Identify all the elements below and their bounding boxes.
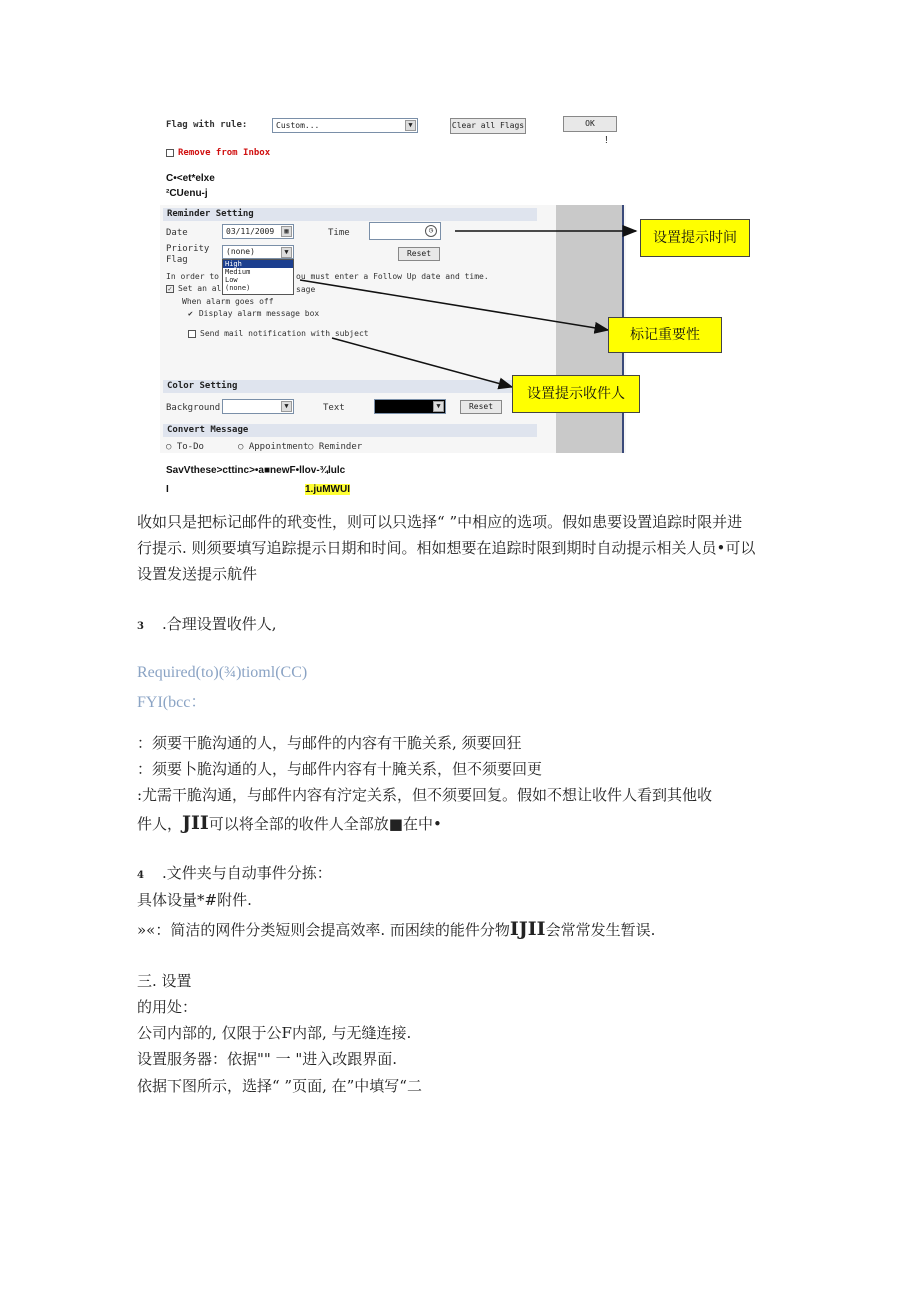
fyi-line: FYI(bcc： [137, 694, 207, 711]
date-value: 03/11/2009 [226, 227, 275, 236]
priority-label: Priority [166, 244, 210, 254]
section-4-line-2-a: »«：简洁的网件分类短则会提高效率. 而困续的能件分物 [137, 921, 510, 939]
reminder-setting-header: Reminder Setting [163, 208, 537, 221]
section-4-line-2-b: IJII [509, 918, 546, 940]
paragraph-line-3: 设置发送提示航件 [137, 565, 258, 583]
section-3-number: 3 [137, 621, 144, 632]
in-order-text-b: ou must enter a Follow Up date and time. [296, 272, 489, 281]
section-three-line-3: 设置服务器：依据"" 一 "进入改跟界面. [137, 1050, 398, 1068]
required-line: Required(to)(¾)tioml(CC) [137, 664, 308, 681]
paragraph-line-1: 收如只是把标记邮件的玳变性，则可以只选择“ ”中相应的选项。假如患要设置追踪时限并进 [137, 513, 743, 531]
ok-mark: ! [605, 135, 608, 146]
recipient-line-4 [137, 812, 442, 834]
recipient-line-1: ：须要干脆沟通的人，与邮件的内容有干脆关系, 须要回狂 [137, 734, 522, 752]
chevron-down-icon: ▼ [433, 401, 444, 412]
ocr-line-a: C•<et*elxe [166, 173, 215, 184]
recipient-line-2: ：须要卜脆沟通的人，与邮件内容有十腌关系，但不须要回更 [137, 760, 543, 778]
date-label: Date [166, 228, 188, 238]
callout-arrows [0, 0, 920, 520]
when-alarm-label: When alarm goes off [182, 297, 274, 306]
color-setting-header: Color Setting [163, 380, 537, 393]
priority-option-low[interactable]: Low [225, 276, 238, 284]
callout-set-time: 设置提示时间 [640, 219, 750, 257]
section-3-title: .合理设置收件人, [161, 615, 277, 633]
section-3-heading [137, 613, 277, 634]
display-alarm-label: Display alarm message box [198, 309, 320, 318]
reset-color-button[interactable]: Reset [460, 400, 502, 414]
flag-label: Flag [166, 255, 188, 265]
section-4-heading [137, 862, 332, 883]
clock-icon: ◷ [425, 225, 437, 237]
recipient-line-4-b: JII [182, 812, 209, 834]
time-label: Time [328, 228, 350, 238]
appointment-radio[interactable]: ○ Appointment [238, 442, 309, 452]
save-settings-line: SavVthese>cttinc>•a■newF•llov-¾lulc [166, 465, 346, 476]
text-color-label: Text [323, 403, 345, 413]
clear-all-flags-button[interactable]: Clear all Flags [450, 118, 526, 134]
section-three-heading: 三. 设置 [137, 972, 192, 990]
section-three-line-2: 公司内部的, 仅限于公F内部, 与无缝连接. [137, 1024, 412, 1042]
reset-reminder-button[interactable]: Reset [398, 247, 440, 261]
reminder-radio[interactable]: ○ Reminder [308, 442, 363, 452]
flag-rule-value: Custom... [276, 121, 320, 130]
section-4-title: .文件夹与自动事件分拣： [161, 864, 332, 882]
chevron-down-icon: ▼ [281, 247, 292, 258]
ok-button[interactable]: OK [563, 116, 617, 132]
todo-label: To-Do [176, 442, 204, 452]
priority-option-high[interactable]: High [223, 260, 293, 268]
section-4-line-2 [137, 918, 655, 940]
section-4-number: 4 [137, 870, 144, 881]
background-label: Background [166, 403, 221, 413]
remove-from-inbox-label: Remove from Inbox [178, 148, 271, 158]
section-three-line-4: 依据下图所示，选择“ ”页面, 在”中填写“二 [137, 1077, 422, 1095]
send-mail-label: Send mail notification with subject [200, 329, 369, 338]
reminder-label: Reminder [318, 442, 363, 452]
flag-with-rule-label: Flag with rule: [166, 120, 248, 130]
convert-message-header: Convert Message [163, 424, 537, 437]
paragraph-line-2: 行提示. 则须要填写追踪提示日期和时间。相如想要在追踪时限到期时自动提示相关人员•可以 [137, 539, 756, 557]
chevron-down-icon: ▼ [405, 120, 416, 131]
ocr-line-b: ²CUenu-j [166, 188, 208, 199]
set-alarm-label: Set an al [178, 284, 222, 293]
check-icon: ✔ [188, 309, 193, 318]
section-4-line-1: 具体设量*#附件. [137, 891, 252, 909]
todo-radio[interactable]: ○ To-Do [166, 442, 204, 452]
bottom-left-mark: I [166, 484, 169, 495]
in-order-text-a: In order to [166, 272, 219, 281]
priority-option-medium[interactable]: Medium [225, 268, 251, 276]
recipient-line-4-a: 件人， [137, 815, 183, 833]
arrow-to-recipient [332, 338, 512, 387]
set-alarm-checkbox[interactable]: ✓ Set an al [167, 284, 222, 293]
priority-value: (none) [226, 247, 255, 256]
section-4-line-2-c: 会常常发生暂误. [545, 921, 656, 939]
highlighted-mark: 1.juMWUI [305, 484, 350, 495]
arrow-to-priority [300, 280, 608, 330]
appointment-label: Appointment [248, 442, 309, 452]
callout-priority: 标记重要性 [608, 317, 722, 353]
recipient-line-4-c: 可以将全部的收件人全部放■在中• [208, 815, 442, 833]
callout-recipient: 设置提示收件人 [512, 375, 640, 413]
calendar-icon: ▦ [281, 226, 292, 237]
section-three-line-1: 的用处： [137, 998, 198, 1016]
priority-option-none[interactable]: (none) [225, 284, 251, 292]
chevron-down-icon: ▼ [281, 401, 292, 412]
recipient-line-3: :尤需干脆沟通，与邮件内容有泞定关系，但不须要回复。假如不想让收件人看到其他收 [137, 786, 713, 804]
set-alarm-label-tail: sage [296, 285, 316, 294]
